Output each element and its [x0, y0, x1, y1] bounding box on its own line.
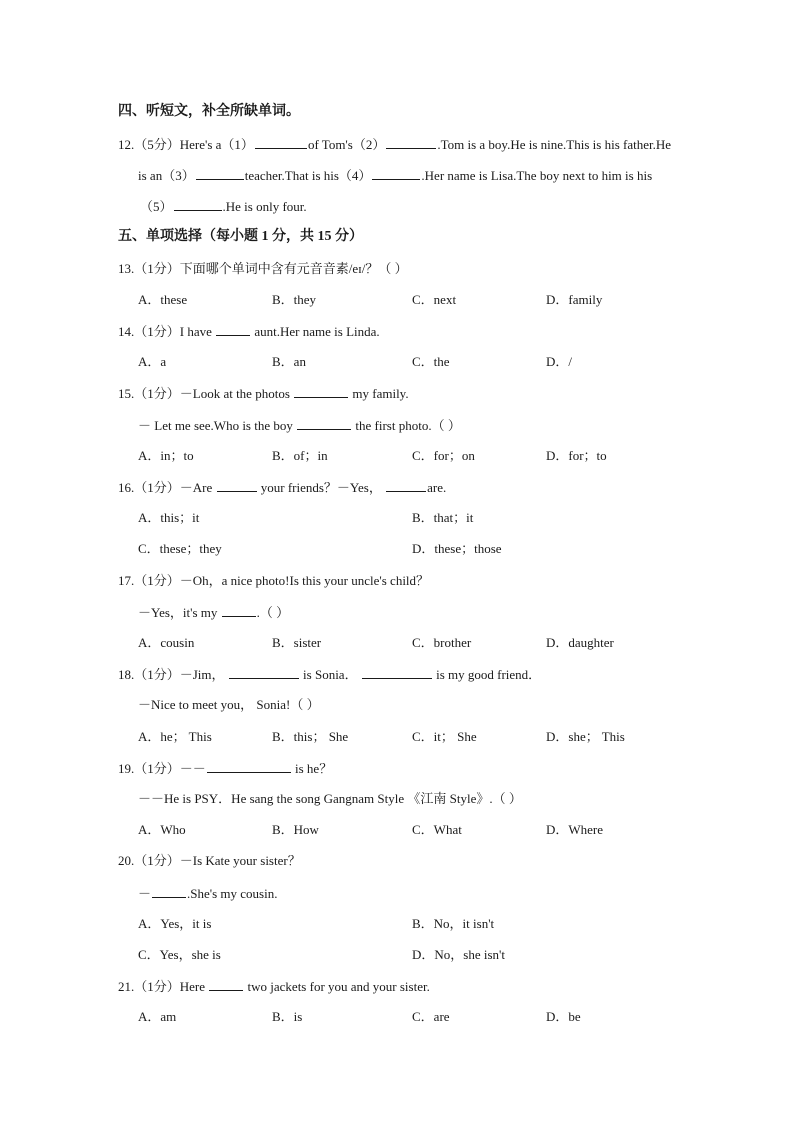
blank[interactable]	[297, 417, 351, 430]
option-d[interactable]: D．family	[546, 292, 603, 307]
question-20-line-1: 20.（1分）－Is Kate your sister？	[118, 853, 301, 868]
option-b[interactable]: B．How	[272, 822, 319, 837]
blank[interactable]	[386, 479, 426, 492]
option-b[interactable]: B．sister	[272, 635, 322, 650]
q12-head: 12.（5分）Here's a（1）	[118, 137, 254, 152]
option-a[interactable]: A．he； This	[138, 729, 212, 744]
question-18-line-2: －Nice to meet you， Sonia!（ ）	[138, 697, 320, 712]
question-17-line-2	[138, 604, 289, 621]
option-b[interactable]: B．this； She	[272, 729, 349, 744]
option-b[interactable]: B．an	[272, 354, 306, 369]
question-12-line-3	[140, 198, 307, 215]
blank-2[interactable]	[386, 136, 436, 149]
option-d[interactable]: D．/	[546, 354, 573, 369]
q19-seg: is he？	[295, 761, 333, 776]
question-20-line-2	[138, 885, 277, 902]
option-c[interactable]: C．next	[412, 292, 457, 307]
question-13-stem: 13.（1分）下面哪个单词中含有元音音素/eɪ/？（ ）	[118, 261, 408, 276]
option-b[interactable]: B．is	[272, 1009, 303, 1024]
question-14-stem	[118, 323, 380, 340]
option-b[interactable]: B．that；it	[412, 510, 474, 525]
q20-seg: .She's my cousin.	[187, 886, 278, 901]
blank[interactable]	[209, 978, 243, 991]
q12-seg: .He is only four.	[222, 199, 307, 214]
blank[interactable]	[217, 479, 257, 492]
option-a[interactable]: A．these	[138, 292, 188, 307]
option-c[interactable]: C．it； She	[412, 729, 477, 744]
blank-4[interactable]	[372, 167, 420, 180]
option-c[interactable]: C．these；they	[138, 541, 222, 556]
q12-seg: .Tom is a boy.He is nine.This is his father.He	[437, 137, 672, 152]
option-d[interactable]: D．No，she isn't	[412, 947, 505, 962]
option-a[interactable]: A．am	[138, 1009, 177, 1024]
blank[interactable]	[207, 760, 291, 773]
blank-3[interactable]	[196, 167, 244, 180]
q15-seg: － Let me see.Who is the boy	[138, 418, 293, 433]
option-a[interactable]: A．in；to	[138, 448, 194, 463]
question-19-line-2: －－He is PSY．He sang the song Gangnam Style 《江南 Style》.（ ）	[138, 791, 522, 806]
q12-seg: .Her name is Lisa.The boy next to him is his	[421, 168, 653, 183]
option-c[interactable]: C．the	[412, 354, 450, 369]
option-d[interactable]: D．daughter	[546, 635, 614, 650]
option-a[interactable]: A．Yes，it is	[138, 916, 212, 931]
option-b[interactable]: B．No，it isn't	[412, 916, 495, 931]
option-a[interactable]: A．this；it	[138, 510, 200, 525]
option-b[interactable]: B．they	[272, 292, 317, 307]
q12-seg: of Tom's（2）	[307, 137, 386, 152]
question-16-line-1	[118, 479, 446, 496]
option-a[interactable]: A．cousin	[138, 635, 195, 650]
q18-seg: is my good friend．	[436, 667, 542, 682]
question-15-line-2	[138, 417, 461, 434]
blank-5[interactable]	[174, 198, 222, 211]
q15-seg: 15.（1分）－Look at the photos	[118, 386, 290, 401]
question-15-line-1	[118, 385, 409, 402]
q16-seg: 16.（1分）－Are	[118, 480, 213, 495]
q14-seg: 14.（1分）I have	[118, 324, 212, 339]
q12-seg: （5）	[140, 199, 173, 214]
blank[interactable]	[152, 885, 186, 898]
blank[interactable]	[216, 323, 250, 336]
option-c[interactable]: C．for；on	[412, 448, 475, 463]
question-12-line-1	[118, 136, 671, 153]
q18-seg: is Sonia．	[303, 667, 358, 682]
q16-seg: your friends？－Yes，	[260, 480, 382, 495]
question-21-line-1	[118, 978, 430, 995]
q17-seg: －Yes，it's my	[138, 605, 218, 620]
blank[interactable]	[294, 385, 348, 398]
q20-seg: －	[138, 886, 152, 901]
q16-seg: are.	[427, 480, 447, 495]
q19-seg: 19.（1分）－－	[118, 761, 206, 776]
q12-seg: teacher.That is his（4）	[244, 168, 372, 183]
option-d[interactable]: D．she； This	[546, 729, 625, 744]
q12-seg: is an（3）	[138, 168, 195, 183]
question-19-line-1	[118, 760, 332, 777]
option-b[interactable]: B．of；in	[272, 448, 328, 463]
q21-seg: 21.（1分）Here	[118, 979, 206, 994]
option-d[interactable]: D．these；those	[412, 541, 502, 556]
section-4-heading: 四、听短文，补全所缺单词。	[118, 104, 300, 119]
blank[interactable]	[362, 666, 432, 679]
blank[interactable]	[229, 666, 299, 679]
option-a[interactable]: A．Who	[138, 822, 186, 837]
question-12-line-2	[138, 167, 652, 184]
option-c[interactable]: C．are	[412, 1009, 450, 1024]
q18-seg: 18.（1分）－Jim，	[118, 667, 225, 682]
option-c[interactable]: C．What	[412, 822, 462, 837]
option-c[interactable]: C．Yes，she is	[138, 947, 221, 962]
option-a[interactable]: A．a	[138, 354, 167, 369]
section-5-heading: 五、单项选择（每小题 1 分，共 15 分）	[118, 229, 363, 244]
option-c[interactable]: C．brother	[412, 635, 472, 650]
option-d[interactable]: D．for；to	[546, 448, 607, 463]
option-d[interactable]: D．be	[546, 1009, 581, 1024]
option-d[interactable]: D．Where	[546, 822, 604, 837]
q15-seg: the first photo.（ ）	[355, 418, 461, 433]
blank[interactable]	[222, 604, 256, 617]
q17-seg: .（ ）	[256, 605, 290, 620]
question-17-line-1: 17.（1分）－Oh，a nice photo!Is this your uncle's child？	[118, 573, 430, 588]
question-18-line-1	[118, 666, 541, 683]
q15-seg: my family.	[352, 386, 409, 401]
q14-seg: aunt.Her name is Linda.	[254, 324, 380, 339]
blank-1[interactable]	[255, 136, 307, 149]
q21-seg: two jackets for you and your sister.	[247, 979, 430, 994]
